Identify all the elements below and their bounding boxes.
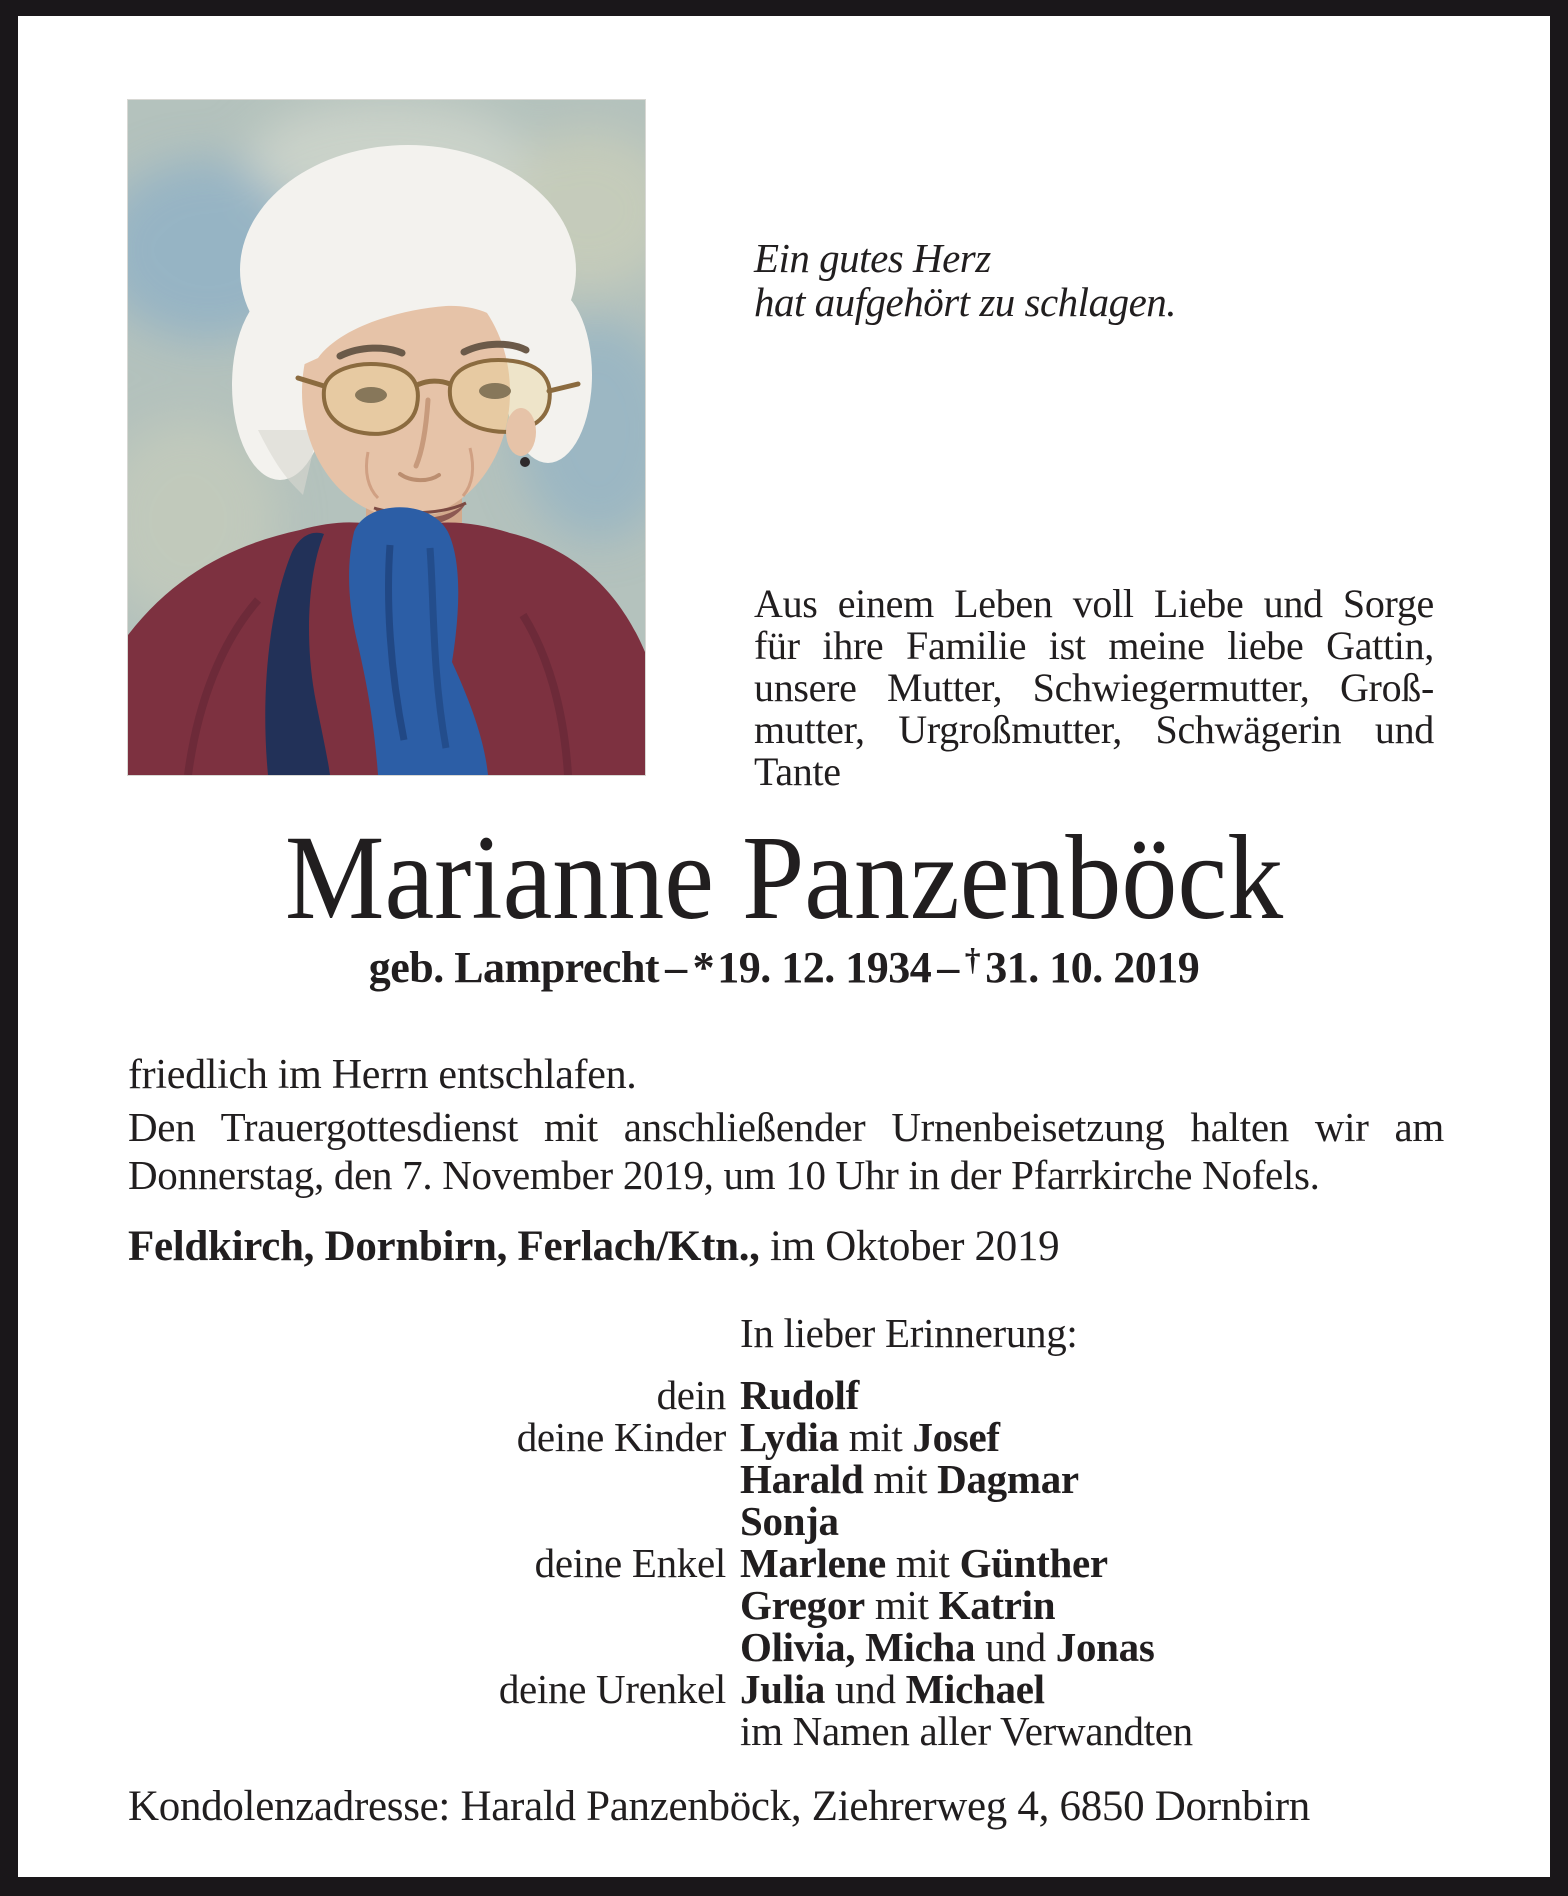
intro-line: mutter, Urgroßmutter, Schwägerin und — [754, 707, 1434, 752]
memorial-row-label: dein — [656, 1372, 726, 1418]
deceased-name-text: Marianne Panzenböck — [284, 811, 1284, 945]
memorial-row-names: Sonja — [740, 1498, 839, 1544]
memorial-row-names: Harald mit Dagmar — [740, 1456, 1079, 1502]
memorial-row — [128, 1374, 1448, 1416]
memorial-row-label — [128, 1458, 726, 1500]
memorial-heading: In lieber Erinnerung: — [740, 1310, 1078, 1356]
memorial-row-names: im Namen aller Verwandten — [740, 1708, 1193, 1754]
dateline — [128, 1222, 1059, 1271]
intro-line: Aus einem Leben voll Liebe und Sorge — [754, 581, 1434, 626]
separator-dash-2: – — [937, 943, 959, 993]
epigraph-line1: Ein gutes Herz — [754, 235, 991, 281]
death-date: 31. 10. 2019 — [985, 943, 1200, 993]
portrait-photo — [128, 100, 645, 775]
memorial-row-label: deine Kinder — [516, 1414, 726, 1460]
memorial-row-label — [128, 1626, 726, 1668]
memorial-row-label — [128, 1584, 726, 1626]
vitals-line — [0, 942, 1568, 993]
intro-paragraph — [754, 583, 1434, 793]
memorial-row-names: Julia und Michael — [740, 1666, 1045, 1712]
maiden-name: geb. Lamprecht — [368, 943, 660, 993]
memorial-row-label — [128, 1500, 726, 1542]
memorial-row — [128, 1416, 1448, 1458]
birth-symbol: * — [692, 943, 715, 993]
death-symbol: † — [964, 942, 981, 977]
earring — [520, 457, 530, 467]
service-line: Den Trauergottesdienst mit anschließender Urnenbeisetzung halten wir am — [128, 1104, 1444, 1150]
memorial-row — [128, 1458, 1448, 1500]
deceased-name — [0, 811, 1568, 945]
epigraph-line2: hat aufgehört zu schlagen. — [754, 279, 1177, 325]
intro-line: Tante — [754, 749, 841, 794]
dateline-date: im Oktober 2019 — [759, 1223, 1060, 1270]
passed-away-line: friedlich im Herrn entschlafen. — [128, 1052, 637, 1098]
memorial-row-names: Rudolf — [740, 1372, 859, 1418]
ear — [506, 408, 536, 456]
birth-date: 19. 12. 1934 — [717, 943, 932, 993]
portrait-illustration — [128, 100, 645, 775]
memorial-list — [128, 1312, 1448, 1752]
service-paragraph — [128, 1103, 1444, 1199]
memorial-row — [128, 1500, 1448, 1542]
memorial-row-names: Marlene mit Günther — [740, 1540, 1108, 1586]
memorial-row-label: deine Urenkel — [498, 1666, 726, 1712]
memorial-row — [128, 1584, 1448, 1626]
memorial-row-label: deine Enkel — [534, 1540, 726, 1586]
dateline-places: Feldkirch, Dornbirn, Ferlach/Ktn., — [128, 1223, 760, 1270]
condolence-address: Kondolenzadresse: Harald Panzenböck, Ziehrerweg 4, 6850 Dornbirn — [128, 1783, 1311, 1830]
intro-line: für ihre Familie ist meine liebe Gattin, — [754, 623, 1434, 668]
memorial-row — [128, 1626, 1448, 1668]
service-line: Donnerstag, den 7. November 2019, um 10 Uhr in der Pfarrkirche Nofels. — [128, 1152, 1320, 1198]
memorial-row — [128, 1710, 1448, 1752]
epigraph — [754, 236, 1176, 324]
memorial-row-names: Olivia, Micha und Jonas — [740, 1624, 1155, 1670]
memorial-row-names: Lydia mit Josef — [740, 1414, 1000, 1460]
memorial-row-label — [128, 1710, 726, 1752]
intro-line: unsere Mutter, Schwiegermutter, Groß- — [754, 665, 1434, 710]
memorial-row-names: Gregor mit Katrin — [740, 1582, 1056, 1628]
memorial-row — [128, 1668, 1448, 1710]
separator-dash: – — [665, 943, 687, 993]
memorial-row — [128, 1542, 1448, 1584]
memorial-rows — [128, 1374, 1448, 1752]
